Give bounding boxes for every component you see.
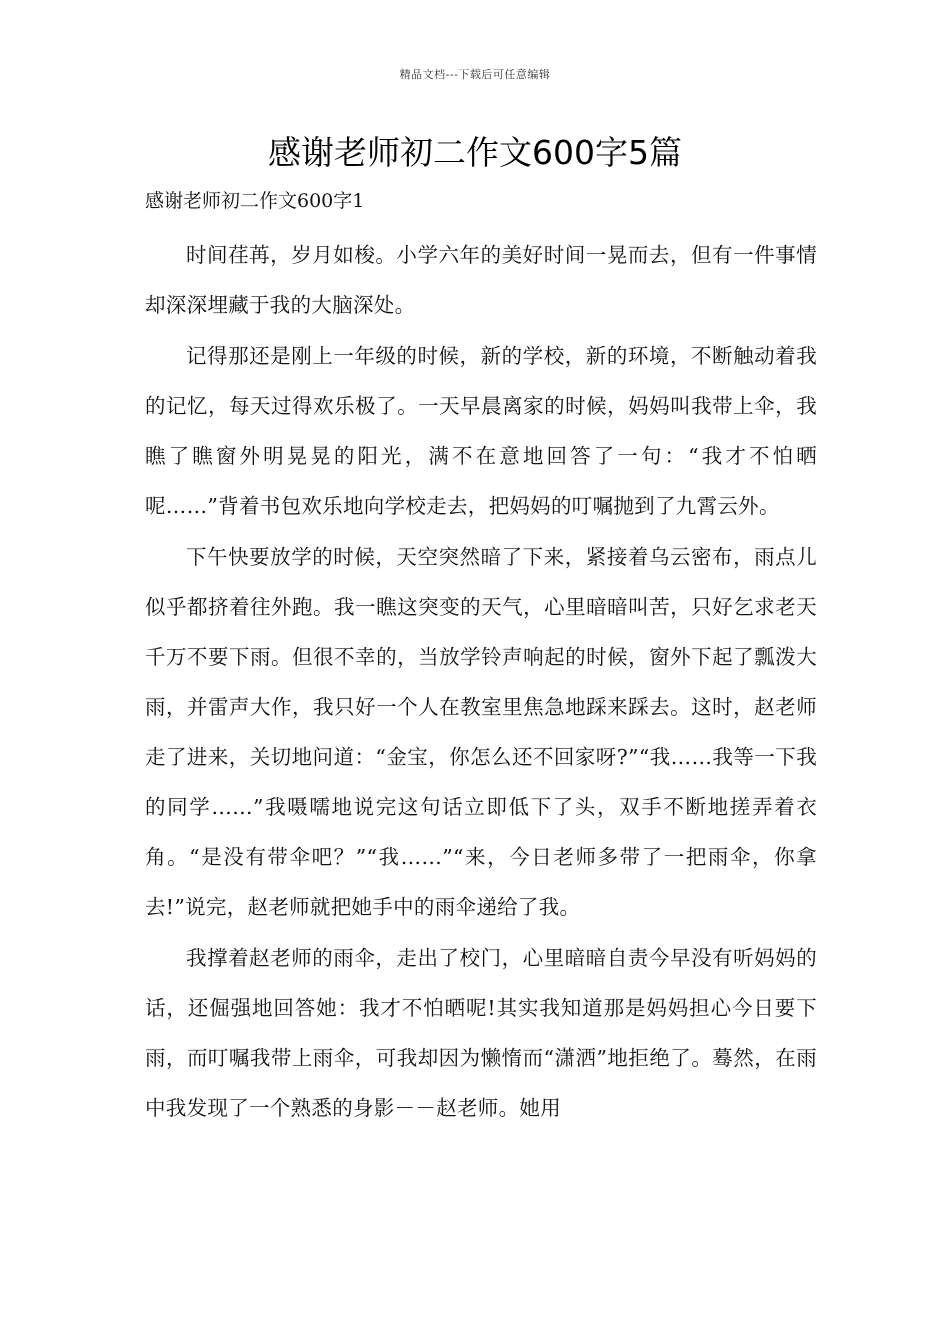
- section-heading: 感谢老师初二作文600字1: [145, 190, 365, 212]
- document-title: 感谢老师初二作文600字5篇: [268, 133, 682, 172]
- header-note: 精品文档---下载后可任意编辑: [399, 68, 551, 81]
- paragraph: 下午快要放学的时候，天空突然暗了下来，紧接着乌云密布，雨点儿似乎都挤着往外跑。我一瞧这突变的天气，心里暗暗叫苦，只好乞求老天千万不要下雨。但很不幸的，当放学铃声响起的时候，窗外下起了瓢泼大雨，并雷声大作，我只好一个人在教室里焦急地踩来踩去。这时，赵老师走了进来，关切地问道：“金宝，你怎么还不回家呀?”“我……我等一下我的同学……”我嗫嚅地说完这句话立即低下了头，双手不断地搓弄着衣角。“是没有带伞吧？”“我……”“来，今日老师多带了一把雨伞，你拿去!”说完，赵老师就把她手中的雨伞递给了我。: [145, 545, 817, 919]
- paragraph: 记得那还是刚上一年级的时候，新的学校，新的环境，不断触动着我的记忆，每天过得欢乐极了。一天早晨离家的时候，妈妈叫我带上伞，我瞧了瞧窗外明晃晃的阳光，满不在意地回答了一句：“我才不怕晒呢……”背着书包欢乐地向学校走去，把妈妈的叮嘱抛到了九霄云外。: [145, 344, 817, 518]
- paragraph: 时间荏苒，岁月如梭。小学六年的美好时间一晃而去，但有一件事情却深深埋藏于我的大脑深处。: [145, 243, 817, 317]
- essay-body: [145, 230, 817, 1134]
- paragraph: 我撑着赵老师的雨伞，走出了校门，心里暗暗自责今早没有听妈妈的话，还倔强地回答她：我才不怕晒呢!其实我知道那是妈妈担心今日要下雨，而叮嘱我带上雨伞，可我却因为懒惰而“潇洒”地拒绝了。蓦然，在雨中我发现了一个熟悉的身影－－赵老师。她用: [145, 946, 817, 1120]
